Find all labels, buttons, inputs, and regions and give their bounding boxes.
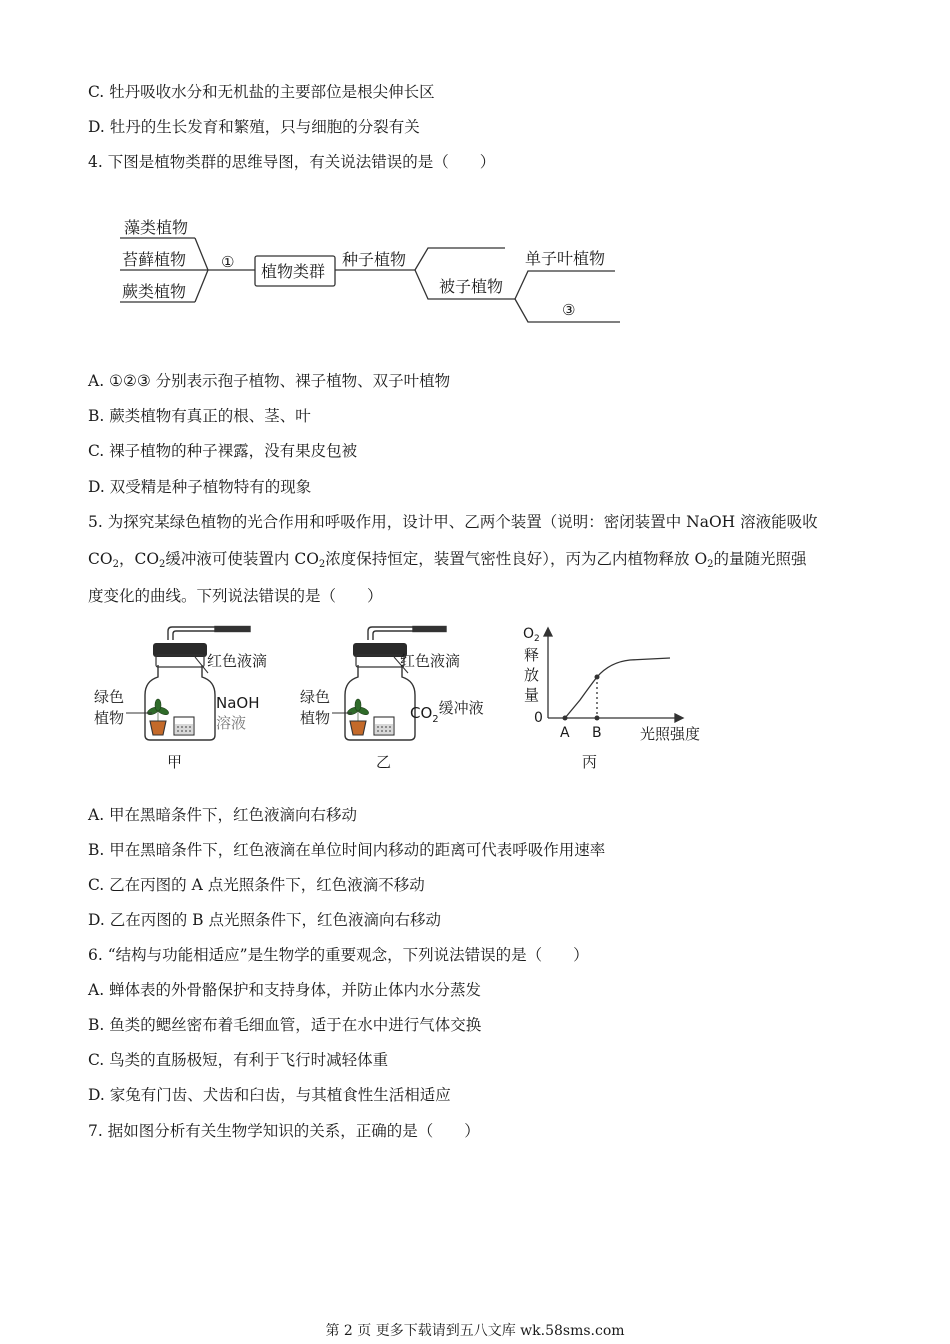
page-footer: 第 2 页 更多下载请到五八文库 wk.58sms.com <box>325 1323 625 1339</box>
q6-option-c: C. 鸟类的直肠极短，有利于飞行时减轻体重 <box>88 1051 389 1069</box>
bing-point-b: B <box>592 725 602 741</box>
q6-stem: 6. “结构与功能相适应”是生物学的重要观念，下列说法错误的是（ ） <box>88 946 589 964</box>
jia-solution-label-1: NaOH <box>216 694 260 712</box>
mindmap-circle-1: ① <box>221 253 235 271</box>
q6-option-d: D. 家兔有门齿、犬齿和臼齿，与其植食性生活相适应 <box>88 1086 451 1104</box>
q7-stem: 7. 据如图分析有关生物学知识的关系，正确的是（ ） <box>88 1122 480 1140</box>
jia-plant-label-2: 植物 <box>94 709 125 727</box>
q5-option-a: A. 甲在黑暗条件下，红色液滴向右移动 <box>88 806 358 824</box>
q4-option-a: A. ①②③ 分别表示孢子植物、裸子植物、双子叶植物 <box>88 372 451 390</box>
mindmap-circle-3: ③ <box>562 301 576 319</box>
bing-y-label-1: 释 <box>524 646 540 664</box>
q3-option-d: D. 牡丹的生长发育和繁殖，只与细胞的分裂有关 <box>88 118 420 136</box>
q5-stem-line2: $CO_2$，$CO_2$缓冲液可使装置内 $CO_2$浓度保持恒定，装置气密性良好），丙为乙内植物释放 $O_2$的量随光照强 <box>88 550 807 570</box>
bing-caption: 丙 <box>582 753 598 771</box>
plant-mindmap <box>110 205 630 330</box>
mindmap-fern: 蕨类植物 <box>122 282 187 301</box>
mindmap-algae: 藻类植物 <box>124 218 189 237</box>
bing-y-label-3: 量 <box>524 686 540 704</box>
q4-option-c: C. 裸子植物的种子裸露，没有果皮包被 <box>88 442 358 460</box>
bing-x-label: 光照强度 <box>640 725 701 743</box>
bing-y-label-2: 放 <box>524 666 540 684</box>
apparatus-jia <box>90 625 280 775</box>
jia-caption: 甲 <box>167 753 183 771</box>
q5-stem-line3: 度变化的曲线。下列说法错误的是（ ） <box>88 587 383 605</box>
q5-option-c: C. 乙在丙图的 A 点光照条件下，红色液滴不移动 <box>88 876 425 894</box>
mindmap-angiosperms: 被子植物 <box>439 277 504 296</box>
q4-stem: 4. 下图是植物类群的思维导图，有关说法错误的是（ ） <box>88 153 496 171</box>
q5-option-d: D. 乙在丙图的 B 点光照条件下，红色液滴向右移动 <box>88 911 441 929</box>
q4-option-d: D. 双受精是种子植物特有的现象 <box>88 478 312 496</box>
yi-drop-label: 红色液滴 <box>400 652 461 670</box>
mindmap-moss: 苔藓植物 <box>122 250 187 269</box>
mindmap-seed-plants: 种子植物 <box>342 250 407 269</box>
q6-option-b: B. 鱼类的鳃丝密布着毛细血管，适于在水中进行气体交换 <box>88 1016 482 1034</box>
bing-point-a: A <box>560 725 570 741</box>
q5-option-b: B. 甲在黑暗条件下，红色液滴在单位时间内移动的距离可代表呼吸作用速率 <box>88 841 606 859</box>
mindmap-monocots: 单子叶植物 <box>525 249 606 268</box>
graph-bing <box>520 622 710 777</box>
bing-origin: 0 <box>534 710 543 726</box>
yi-plant-label-1: 绿色 <box>300 688 331 706</box>
q5-stem-line1: 5. 为探究某绿色植物的光合作用和呼吸作用，设计甲、乙两个装置（说明：密闭装置中 NaOH 溶液能吸收 <box>88 513 818 531</box>
bing-y-label-o2: $O_2$ <box>523 626 540 644</box>
yi-solution-label: $CO_2$缓冲液 <box>410 699 484 725</box>
jia-solution-label-2: 溶液 <box>216 714 247 732</box>
yi-caption: 乙 <box>376 753 392 771</box>
jia-drop-label: 红色液滴 <box>207 652 268 670</box>
jia-plant-label-1: 绿色 <box>94 688 125 706</box>
q4-option-b: B. 蕨类植物有真正的根、茎、叶 <box>88 407 311 425</box>
mindmap-center: 植物类群 <box>261 262 326 281</box>
yi-plant-label-2: 植物 <box>300 709 331 727</box>
q6-option-a: A. 蝉体表的外骨骼保护和支持身体，并防止体内水分蒸发 <box>88 981 482 999</box>
q3-option-c: C. 牡丹吸收水分和无机盐的主要部位是根尖伸长区 <box>88 83 435 101</box>
apparatus-yi <box>296 625 496 775</box>
